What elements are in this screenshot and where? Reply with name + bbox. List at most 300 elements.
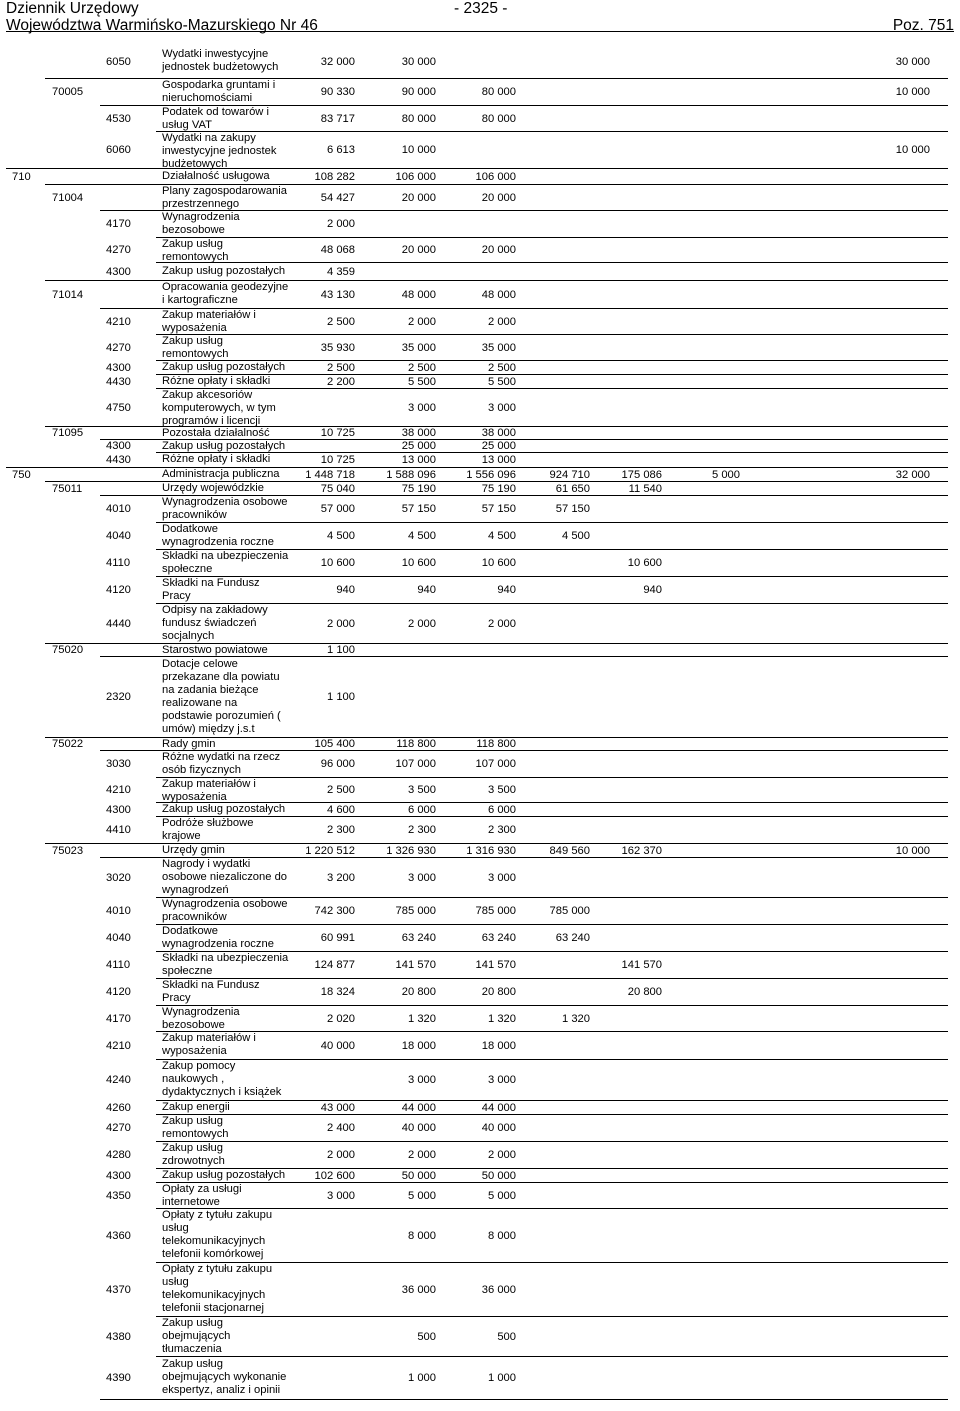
item-name: Zakup materiałów i [162,309,256,321]
item-name: obejmujących [162,1330,231,1342]
amount-cell: 32 000 [320,55,355,68]
paragraf-code: 4270 [106,341,131,354]
amount-cell: 48 000 [401,288,436,301]
paragraf-code: 6050 [106,55,131,68]
amount-cell: 102 600 [314,1169,355,1182]
amount-cell: 11 540 [628,482,662,495]
item-name: wyposażenia [162,791,227,803]
amount-cell: 2 000 [488,315,516,328]
amount-cell: 30 000 [401,55,436,68]
amount-cell: 141 570 [621,959,662,971]
page-number: - 2325 - [454,0,508,17]
paragraf-code: 4170 [106,218,131,230]
paragraf-code: 4530 [106,112,131,125]
paragraf-code: 4750 [106,401,131,414]
item-name: Nagrody i wydatki [162,858,251,870]
paragraf-code: 4350 [106,1189,131,1202]
paragraf-code: 4360 [106,1229,131,1242]
row-rule [156,1114,948,1115]
paragraf-code: 4370 [106,1283,131,1296]
amount-cell: 175 086 [621,468,662,481]
item-name: Pracy [162,992,191,1004]
amount-cell: 3 000 [488,401,516,414]
amount-cell: 18 324 [320,986,355,998]
row-rule [156,603,948,604]
paragraf-code: 4040 [106,932,131,944]
amount-cell: 50 000 [481,1169,516,1182]
item-name: Wynagrodzenia osobowe [162,898,288,910]
item-name: Zakup usług [162,238,223,250]
amount-cell: 43 000 [320,1101,355,1114]
amount-cell: 1 220 512 [305,844,355,857]
item-name: osobowe niezaliczone do [162,871,288,883]
item-name: Dotacje celowe [162,657,238,670]
amount-cell: 1 100 [327,644,355,656]
amount-cell: 118 800 [396,738,436,750]
item-name: naukowych , [162,1073,225,1085]
item-name: Opłaty z tytułu zakupu [162,1209,273,1221]
item-name: Składki na ubezpieczenia [162,952,289,964]
item-name: Wydatki na zakupy [162,132,256,144]
amount-cell: 6 000 [488,803,516,816]
item-name: Zakup usług pozostałych [162,264,286,277]
amount-cell: 4 359 [327,265,355,278]
amount-cell: 106 000 [395,170,436,183]
amount-cell: 57 000 [320,503,355,515]
item-name: Składki na Fundusz [162,577,260,589]
row-rule [156,777,948,778]
amount-cell: 48 068 [320,244,355,256]
amount-cell: 2 500 [488,361,516,374]
amount-cell: 10 600 [401,557,436,569]
amount-cell: 30 000 [895,55,930,68]
rozdzial-code: 75020 [52,644,84,656]
item-name: nieruchomościami [162,92,253,104]
amount-cell: 106 000 [475,170,516,183]
amount-cell: 8 000 [488,1229,516,1242]
amount-cell: 80 000 [481,86,516,98]
paragraf-code: 6060 [106,144,131,156]
amount-cell: 20 800 [627,986,662,998]
amount-cell: 2 000 [327,218,355,230]
paragraf-code: 4210 [106,784,131,796]
row-rule [156,522,948,523]
paragraf-code: 4410 [106,824,131,836]
item-name: Zakup materiałów i [162,1032,256,1044]
paragraf-code: 4040 [106,530,131,542]
row-rule [156,1262,948,1263]
item-name: krajowe [162,830,201,842]
amount-cell: 6 000 [408,803,436,816]
amount-cell: 32 000 [895,468,930,481]
amount-cell: 849 560 [549,844,590,857]
amount-cell: 63 240 [481,932,516,944]
paragraf-code: 4430 [106,375,131,388]
item-name: Rady gmin [162,738,216,750]
amount-cell: 10 000 [895,86,930,98]
amount-cell: 36 000 [481,1283,516,1296]
rozdzial-code: 75023 [52,844,84,857]
amount-cell: 141 570 [475,959,516,971]
paragraf-code: 4110 [106,959,131,971]
paragraf-code: 4010 [106,905,131,917]
amount-cell: 500 [497,1330,516,1343]
row-rule [156,1208,948,1209]
row-rule [156,978,948,979]
amount-cell: 10 600 [627,557,662,569]
item-name: Zakup akcesoriów [162,389,253,401]
amount-cell: 90 000 [401,86,436,98]
rozdzial-code: 75022 [52,738,84,750]
amount-cell: 1 316 930 [466,844,516,857]
paragraf-code: 4300 [106,1169,131,1182]
item-name: telefonii stacjonarnej [162,1302,264,1314]
paragraf-code: 4260 [106,1101,131,1114]
rozdzial-code: 70005 [52,86,84,98]
amount-cell: 940 [417,584,436,596]
amount-cell: 5 000 [712,468,740,481]
item-name: dydaktycznych i książek [162,1086,282,1098]
amount-cell: 742 300 [314,905,355,917]
amount-cell: 3 000 [327,1189,355,1202]
row-rule [156,1141,948,1142]
amount-cell: 10 725 [320,454,355,466]
amount-cell: 10 600 [481,557,516,569]
amount-cell: 2 000 [408,617,436,630]
item-name: Pozostała działalność [162,427,270,439]
item-name: Zakup usług [162,335,223,347]
row-rule [156,452,948,453]
row-rule [156,576,948,577]
amount-cell: 4 500 [488,530,516,542]
paragraf-code: 4170 [106,1012,131,1025]
amount-cell: 1 000 [488,1372,516,1384]
journal-title: Dziennik Urzędowy [6,0,139,17]
row-rule [156,374,948,375]
amount-cell: 2 300 [327,824,355,836]
item-name: remontowych [162,251,229,263]
amount-cell: 63 240 [401,932,436,944]
item-name: komputerowych, w tym [162,402,276,414]
amount-cell: 10 725 [320,427,355,439]
amount-cell: 105 400 [314,738,355,750]
amount-cell: 1 556 096 [466,468,516,481]
row-rule [156,1005,948,1006]
paragraf-code: 4390 [106,1372,131,1384]
amount-cell: 63 240 [555,932,590,944]
paragraf-code: 3030 [106,758,131,770]
item-name: Podróże służbowe [162,817,254,829]
amount-cell: 38 000 [401,427,436,439]
item-name: usług [162,1276,189,1288]
amount-cell: 2 000 [488,1149,516,1161]
item-name: Zakup usług [162,1317,223,1329]
amount-cell: 75 040 [320,482,355,495]
item-name: Urzędy gmin [162,844,225,856]
dzial-code: 750 [12,468,31,481]
amount-cell: 35 000 [401,341,436,354]
paragraf-code: 4440 [106,617,131,630]
item-name: Zakup pomocy [162,1060,236,1072]
item-name: Dodatkowe [162,523,218,535]
item-name: programów i licencji [162,415,261,427]
amount-cell: 8 000 [408,1229,436,1242]
amount-cell: 3 500 [408,784,436,796]
row-rule [156,1316,948,1317]
amount-cell: 2 200 [327,375,355,388]
item-name: Zakup energii [162,1101,230,1113]
paragraf-code: 4280 [106,1149,131,1161]
amount-cell: 18 000 [481,1039,516,1052]
amount-cell: 940 [336,584,355,596]
paragraf-code: 4120 [106,986,131,998]
paragraf-code: 2320 [106,691,131,703]
amount-cell: 3 500 [488,784,516,796]
amount-cell: 1 448 718 [305,468,355,481]
paragraf-code: 4270 [106,244,131,256]
item-name: umów) między j.s.t [162,722,255,735]
rozdzial-code: 71004 [52,191,84,204]
amount-cell: 5 000 [488,1189,516,1202]
amount-cell: 61 650 [555,482,590,495]
amount-cell: 1 100 [327,691,355,703]
amount-cell: 18 000 [401,1039,436,1052]
row-rule [156,334,948,335]
item-name: internetowe [162,1196,220,1208]
amount-cell: 2 500 [327,315,355,328]
item-name: remontowych [162,1128,229,1140]
item-name: usług [162,1222,189,1234]
row-rule [156,131,948,132]
amount-cell: 57 150 [555,503,590,515]
paragraf-code: 4300 [106,361,131,374]
item-name: telefonii komórkowej [162,1248,264,1260]
position-number: Poz. 751 [892,17,954,34]
paragraf-code: 4300 [106,265,131,278]
amount-cell: 3 200 [327,871,355,884]
amount-cell: 4 500 [327,530,355,542]
item-name: przestrzennego [162,198,240,210]
paragraf-code: 4210 [106,315,131,328]
paragraf-code: 4300 [106,803,131,816]
item-name: Zakup usług pozostałych [162,1169,286,1181]
amount-cell: 10 000 [895,144,930,156]
amount-cell: 40 000 [401,1122,436,1134]
amount-cell: 2 000 [327,617,355,630]
item-name: Opłaty za usługi [162,1183,242,1195]
amount-cell: 80 000 [481,112,516,125]
item-name: Zakup materiałów i [162,778,256,790]
amount-cell: 60 991 [320,932,355,944]
amount-cell: 2 300 [488,824,516,836]
item-name: Zakup usług [162,1358,223,1370]
amount-cell: 44 000 [481,1101,516,1114]
amount-cell: 25 000 [481,440,516,452]
item-name: Zakup usług pozostałych [162,803,286,815]
item-name: pracowników [162,911,227,923]
amount-cell: 83 717 [320,112,355,125]
row-rule [156,1356,948,1357]
amount-cell: 54 427 [320,191,355,204]
amount-cell: 38 000 [481,427,516,439]
amount-cell: 43 130 [320,288,355,301]
amount-cell: 785 000 [395,905,436,917]
amount-cell: 96 000 [320,758,355,770]
amount-cell: 1 000 [408,1372,436,1384]
amount-cell: 20 000 [481,244,516,256]
paragraf-code: 4120 [106,584,131,596]
amount-cell: 5 500 [408,375,436,388]
item-name: Składki na ubezpieczenia [162,550,289,562]
item-name: Wynagrodzenia osobowe [162,496,288,508]
paragraf-code: 4300 [106,440,131,452]
amount-cell: 20 800 [401,986,436,998]
amount-cell: 35 930 [320,341,355,354]
item-name: Różne wydatki na rzecz [162,751,281,763]
amount-cell: 785 000 [475,905,516,917]
amount-cell: 44 000 [401,1101,436,1114]
item-name: Różne opłaty i składki [162,453,271,465]
amount-cell: 75 190 [401,482,436,495]
amount-cell: 2 000 [408,1149,436,1161]
amount-cell: 4 500 [562,530,590,542]
amount-cell: 1 320 [408,1012,436,1025]
amount-cell: 3 000 [408,1074,436,1086]
amount-cell: 124 877 [314,959,355,971]
item-name: osób fizycznych [162,764,241,776]
amount-cell: 940 [497,584,516,596]
row-rule [156,1182,948,1183]
item-name: Urzędy wojewódzkie [162,482,264,494]
row-rule [6,168,948,169]
amount-cell: 2 000 [408,315,436,328]
amount-cell: 2 000 [488,617,516,630]
item-name: wynagrodzenia roczne [162,536,274,548]
paragraf-code: 4430 [106,454,131,466]
row-rule [156,1031,948,1032]
amount-cell: 10 600 [320,557,355,569]
item-name: telekomunikacyjnych [162,1289,266,1301]
amount-cell: 118 800 [476,738,516,750]
row-rule [156,924,948,925]
amount-cell: 20 000 [401,191,436,204]
row-rule [156,1100,948,1101]
amount-cell: 1 320 [488,1012,516,1025]
amount-cell: 10 000 [401,144,436,156]
item-name: socjalnych [162,630,215,642]
amount-cell: 75 190 [481,482,516,495]
amount-cell: 107 000 [395,758,436,770]
amount-cell: 80 000 [401,112,436,125]
amount-cell: 924 710 [549,468,590,481]
amount-cell: 4 600 [327,803,355,816]
item-name: zdrowotnych [162,1155,225,1167]
item-name: na zadania bieżące [162,683,259,696]
item-name: bezosobowe [162,224,225,236]
amount-cell: 3 000 [488,1074,516,1086]
item-name: Zakup usług pozostałych [162,440,286,452]
amount-cell: 2 500 [408,361,436,374]
item-name: Administracja publiczna [162,468,280,480]
item-name: wynagrodzenia roczne [162,938,274,950]
item-name: wyposażenia [162,1045,227,1057]
item-name: i kartograficzne [162,294,238,306]
item-name: pracowników [162,509,227,521]
rozdzial-code: 75011 [52,482,83,495]
paragraf-code: 4380 [106,1330,131,1343]
amount-cell: 1 326 930 [386,844,436,857]
amount-cell: 785 000 [549,905,590,917]
amount-cell: 57 150 [401,503,436,515]
item-name: budżetowych [162,158,228,170]
item-name: społeczne [162,965,213,977]
amount-cell: 162 370 [621,844,662,857]
item-name: Wydatki inwestycyjne [162,48,269,60]
amount-cell: 2 300 [408,824,436,836]
rozdzial-code: 71095 [52,427,84,439]
row-rule [156,816,948,817]
item-name: Gospodarka gruntami i [162,79,276,91]
amount-cell: 40 000 [481,1122,516,1134]
item-name: Różne opłaty i składki [162,375,271,387]
paragraf-code: 4270 [106,1122,131,1134]
item-name: inwestycyjne jednostek [162,145,277,157]
item-name: bezosobowe [162,1019,225,1031]
item-name: tłumaczenia [162,1343,222,1355]
amount-cell: 6 613 [327,144,355,156]
row-rule [156,1059,948,1060]
amount-cell: 36 000 [401,1283,436,1296]
amount-cell: 40 000 [320,1039,355,1052]
item-name: podstawie porozumień ( [162,709,281,722]
amount-cell: 2 020 [327,1012,355,1025]
item-name: Dodatkowe [162,925,218,937]
amount-cell: 1 320 [562,1012,590,1025]
row-rule [156,262,948,263]
item-name: wyposażenia [162,322,227,334]
amount-cell: 20 000 [481,191,516,204]
rozdzial-code: 71014 [52,288,84,301]
amount-cell: 13 000 [401,454,436,466]
amount-cell: 1 588 096 [386,468,436,481]
amount-cell: 35 000 [481,341,516,354]
item-name: Opracowania geodezyjne [162,281,289,293]
amount-cell: 107 000 [475,758,516,770]
amount-cell: 940 [643,584,662,596]
amount-cell: 108 282 [314,170,355,183]
item-name: ekspertyz, analiz i opinii [162,1384,281,1396]
amount-cell: 57 150 [481,503,516,515]
paragraf-code: 4210 [106,1039,131,1052]
amount-cell: 20 800 [481,986,516,998]
amount-cell: 2 500 [327,361,355,374]
row-rule [156,388,948,389]
dzial-code: 710 [12,170,31,183]
voivodeship-title: Województwa Warmińsko-Mazurskiego Nr 46 [6,17,318,34]
item-name: Podatek od towarów i [162,106,269,118]
item-name: jednostek budżetowych [162,61,279,73]
item-name: telekomunikacyjnych [162,1235,266,1247]
item-name: Opłaty z tytułu zakupu [162,1263,273,1275]
paragraf-code: 4110 [106,557,131,569]
amount-cell: 25 000 [401,440,436,452]
amount-cell: 3 000 [408,871,436,884]
amount-cell: 50 000 [401,1169,436,1182]
paragraf-code: 4010 [106,503,131,515]
amount-cell: 5 500 [488,375,516,388]
item-name: Starostwo powiatowe [162,644,268,656]
item-name: wynagrodzeń [162,884,229,896]
